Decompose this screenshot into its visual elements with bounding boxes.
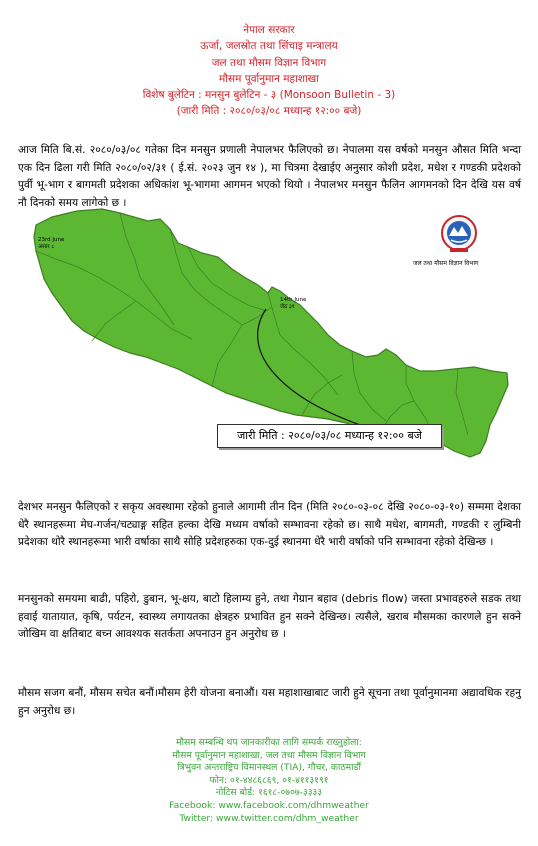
- issued-date-label: जारी मिति : २०८०/०३/०८ मध्यान्ह १२:०० बजे: [217, 424, 442, 448]
- awareness-paragraph: मौसम सजग बनौं, मौसम सचेत बनौं।मौसम हेरी योजना बनाऔं। यस महाशाखाबाट जारी हुने सूचना तथा पूर्वानुमानमा अद्यावधिक रहनु हुन अनुरोध छ।: [18, 687, 521, 717]
- footer-phone: फोन: ०१-४४८६८६९, ०१-४११३१९१: [209, 774, 329, 786]
- annotation-west-en: 23rd June: [38, 237, 65, 243]
- annotation-east-ne: जेठ ३१: [280, 304, 295, 310]
- hazard-paragraph: मनसुनको समयमा बाढी, पहिरो, डुबान, भू-क्षय, बाटो हिलाम्य हुने, तथा गेग्रान बहाव (debris flow) जस्ता प्रभावहरुले सडक तथा हवाई यातायात, कृषि, पर्यटन, स्वास्थ्य लगायतका क्षेत्रहरु प्रभावित हुन सक्ने देखिन्छ। त्यसैले, खराब मौसमका कारणले हुन सक्ने जोखिम वा क्षतिबाट बच्न आवश्यक सतर्कता अपनाउन हुन अनुरोध छ ।: [18, 593, 521, 640]
- annotation-west: [38, 237, 64, 251]
- contact-footer: [0, 737, 538, 825]
- department-name: जल तथा मौसम विज्ञान विभाग: [211, 56, 327, 69]
- footer-twitter-link[interactable]: Twitter: www.twitter.com/dhm_weather: [179, 812, 359, 824]
- annotation-east-en: 14th June: [280, 297, 307, 303]
- monsoon-onset-paragraph: आज मिति बि.सं. २०८०/०३/०८ गतेका दिन मनसुन प्रणाली नेपालभर फैलिएको छ। नेपालमा यस वर्षको मनसुन औसत मिति भन्दा एक दिन ढिला गरी मिति २०८०/०२/३१ ( ई.सं. २०२३ जुन १४ ), मा चित्रमा देखाईए अनुसार कोशी प्रदेश, मधेश र गण्डकी प्रदेशको पुर्वी भू-भाग र बागमती प्रदेशका अधिकांश भू-भागमा आगमन भएको थियो । नेपालभर मनसुन फैलिन आगमनको दिन देखि यस वर्ष नौ दिनको समय लागेको छ ।: [18, 144, 521, 209]
- annotation-east: [280, 297, 306, 311]
- division-name: मौसम पूर्वानुमान महाशाखा: [219, 72, 319, 85]
- government-name: नेपाल सरकार: [243, 24, 295, 36]
- footer-notice-board: नोटिस बोर्ड: १६१८-०७०७-३३३३: [215, 787, 323, 799]
- nepal-outline: [34, 209, 508, 457]
- footer-address: त्रिभुवन अन्तराष्ट्रिय विमानस्थल (TIA), गौचर, काठमाडौं: [177, 762, 361, 774]
- footer-facebook-link[interactable]: Facebook: www.facebook.com/dhmweather: [169, 799, 369, 811]
- forecast-paragraph: देशभर मनसुन फैलिएको र सकृय अवस्थामा रहेको हुनाले आगामी तीन दिन (मिति २०८०-०३-०८ देखि २०८०-०३-१०) सम्ममा देशका धेरै स्थानहरूमा मेघ-गर्जन/चट्याङ्ग सहित हल्का देखि मध्यम वर्षाको सम्भावना रहेको छ। साथै मधेश, बागमती, गण्डकी र लुम्बिनी प्रदेशका थोरै स्थानहरूमा भारी वर्षाका साथै सोहि प्रदेशहरुका एक-दुई स्थानमा धेरै भारी वर्षाको पनि सम्भावना रहेको देखिन्छ ।: [18, 501, 521, 548]
- footer-division: मौसम पूर्वानुमान महाशाखा, जल तथा मौसम विज्ञान विभाग: [172, 749, 366, 761]
- ministry-name: ऊर्जा, जलस्रोत तथा सिंचाइ मन्त्रालय: [200, 40, 338, 53]
- issue-date: (जारी मिति : २०८०/०३/०८ मध्यान्ह १२:०० बजे): [176, 105, 362, 118]
- bulletin-title: विशेष बुलेटिन : मनसुन बुलेटिन - ३ (Monsoon Bulletin - 3): [142, 89, 396, 102]
- annotation-west-ne: असार ८: [38, 244, 55, 250]
- emblem-caption: जल तथा मौसम विज्ञान विभाग: [413, 260, 479, 267]
- bulletin-header: [0, 22, 538, 120]
- footer-contact-heading: मौसम सम्बन्धि थप जानकारीका लागि सम्पर्क राख्नुहोला:: [176, 737, 362, 748]
- dhm-emblem-icon: [440, 214, 478, 254]
